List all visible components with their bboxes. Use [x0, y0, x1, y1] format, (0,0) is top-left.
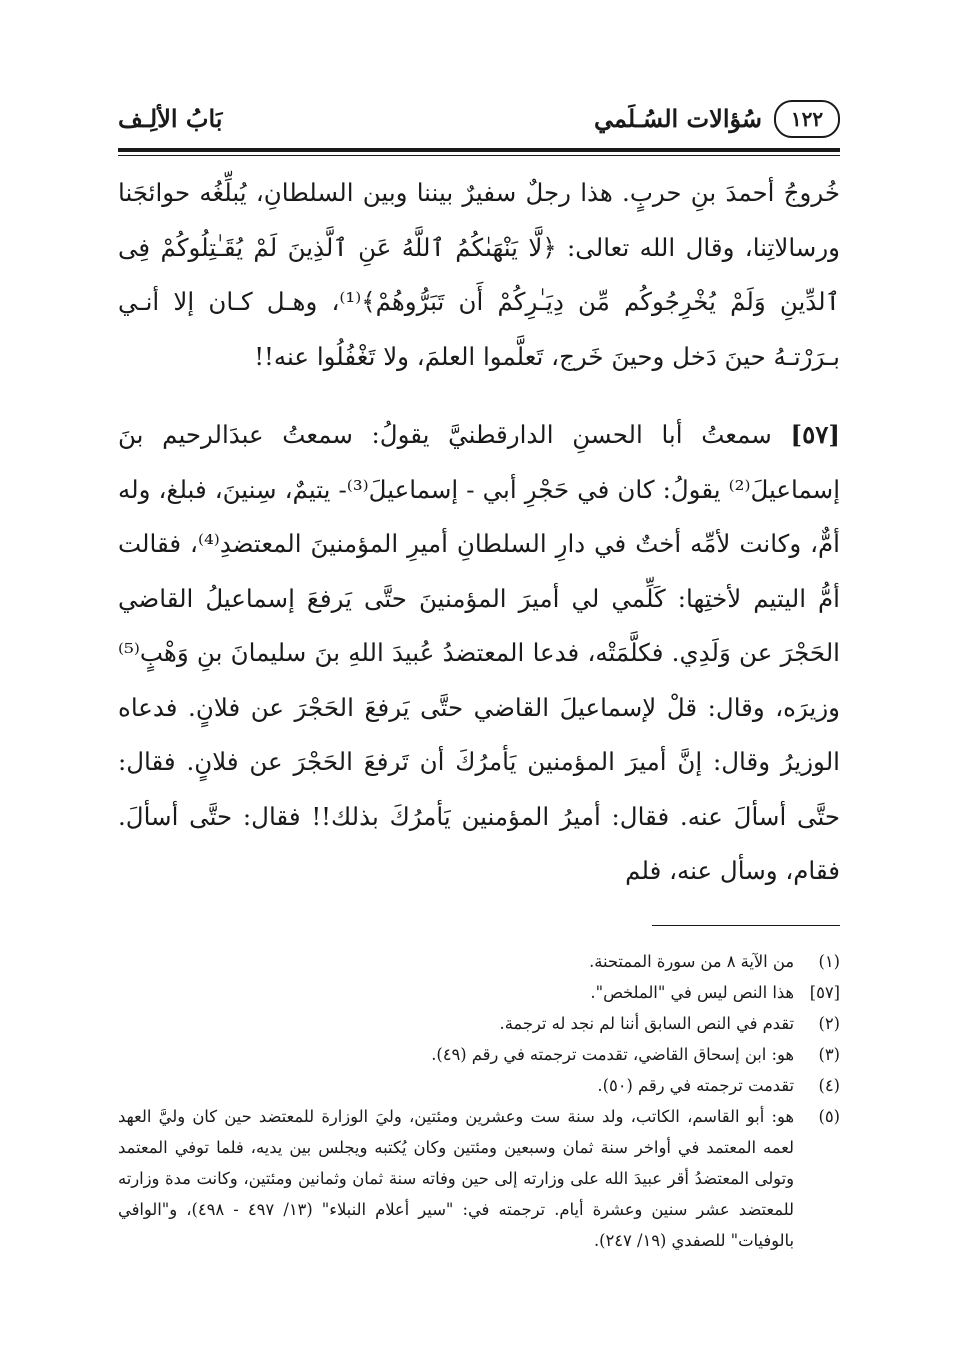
footnote-marker: (٢) — [818, 1013, 840, 1033]
footnote-text: من الآية ٨ من سورة الممتحنة. — [589, 951, 794, 971]
page-number: ١٢٢ — [774, 100, 840, 138]
footnote-marker: [٥٧] — [809, 982, 840, 1002]
footnote-marker: (٥) — [818, 1106, 840, 1126]
entry-number: [٥٧] — [790, 420, 840, 449]
footnote-item — [118, 1070, 840, 1101]
footnote-marker: (٣) — [818, 1044, 840, 1064]
main-text — [118, 166, 840, 899]
footnote-text: تقدمت ترجمته في رقم (٥٠). — [597, 1075, 794, 1095]
footnotes — [118, 946, 840, 1256]
book-title: سُؤالات السُـلَمي — [593, 104, 762, 133]
header-rule-thick — [118, 148, 840, 152]
footnote-text: تقدم في النص السابق أننا لم نجد له ترجمة. — [499, 1013, 794, 1033]
footnote-text: هو: أبو القاسم، الكاتب، ولد سنة ست وعشرين ومئتين، وليَ الوزارة للمعتضد حين كان وليَّ العهد لعمه المعتمد في أواخر سنة ثمان وسبعين ومئتين وكان يُكتبه ويجلس بين يديه، فلما توفي المعتمد وتولى المعتضدُ أقر عبيدَ الله على وزارته إلى حين وفاته سنة ثمان وثمانين ومئتين، وكانت مدة وزارته للمعتضد عشر سنين وعشرة أيام. ترجمته في: "سير أعلام النبلاء" (١٣/ ٤٩٧ - ٤٩٨)، و"الوافي بالوفيات" للصفدي (١٩/ ٢٤٧). — [118, 1106, 794, 1250]
footnote-text: هو: ابن إسحاق القاضي، تقدمت ترجمته في رقم (٤٩). — [431, 1044, 794, 1064]
page-header — [118, 88, 840, 146]
entry-text: سمعتُ أبا الحسنِ الدارقطنيَّ يقولُ: سمعتُ عبدَالرحيم بنَ إسماعيلَ⁽²⁾ يقولُ: كان في حَجْرِ أبي - إسماعيلَ⁽³⁾- يتيمٌ، سِنينَ، فبلغ، وله أمٌّ، وكانت لأمِّه أختٌ في دارِ السلطانِ أميرِ المؤمنينَ المعتضدِ⁽⁴⁾، فقالت أمُّ اليتيم لأختِها: كَلِّمي لي أميرَ المؤمنينَ حتَّى يَرفعَ إسماعيلُ القاضي الحَجْرَ عن وَلَدِي. فكلَّمَتْه، فدعا المعتضدُ عُبيدَ اللهِ بنَ سليمانَ بنِ وَهْبٍ⁽⁵⁾ وزيرَه، وقال: قلْ لإسماعيلَ القاضي حتَّى يَرفعَ الحَجْرَ عن فلانٍ. فدعاه الوزيرُ وقال: إنَّ أميرَ المؤمنين يَأمرُكَ أن تَرفعَ الحَجْرَ عن فلانٍ. فقال: حتَّى أسألَ عنه. فقال: أميرُ المؤمنين يَأمرُكَ بذلك!! فقال: حتَّى أسألَ. فقام، وسأل عنه، فلم — [118, 420, 841, 885]
paragraph-entry-57 — [118, 408, 840, 899]
footnote-item — [118, 946, 840, 977]
footnote-item — [118, 1008, 840, 1039]
book-page — [118, 88, 840, 1256]
footnote-text: هذا النص ليس في "الملخص". — [590, 982, 794, 1002]
paragraph-continuation: خُروجُ أحمدَ بنِ حربٍ. هذا رجلٌ سفيرٌ بيننا وبين السلطانِ، يُبلِّغُه حوائجَنا ورسالاتِنا، وقال الله تعالى: ﴿لَّا يَنْهَىٰكُمُ ٱللَّهُ عَنِ ٱلَّذِينَ لَمْ يُقَـٰتِلُوكُمْ فِى ٱلدِّينِ وَلَمْ يُخْرِجُوكُم مِّن دِيَـٰرِكُمْ أَن تَبَرُّوهُمْ﴾⁽¹⁾، وهـل كـان إلا أنـي بـرَرْتـهُ حينَ دَخل وحينَ خَرج، تَعلَّموا العلمَ، ولا تَغْفُلُوا عنه!! — [118, 178, 840, 371]
paragraph-gap — [118, 384, 840, 408]
chapter-title: بَابُ الألِـف — [118, 104, 223, 133]
footnote-item — [118, 1039, 840, 1070]
footnote-marker: (٤) — [818, 1075, 840, 1095]
footnote-marker: (١) — [818, 951, 840, 971]
header-rule-thin — [118, 155, 840, 156]
footnote-item — [118, 977, 840, 1008]
footnote-separator — [652, 925, 840, 926]
footnote-item — [118, 1101, 840, 1256]
